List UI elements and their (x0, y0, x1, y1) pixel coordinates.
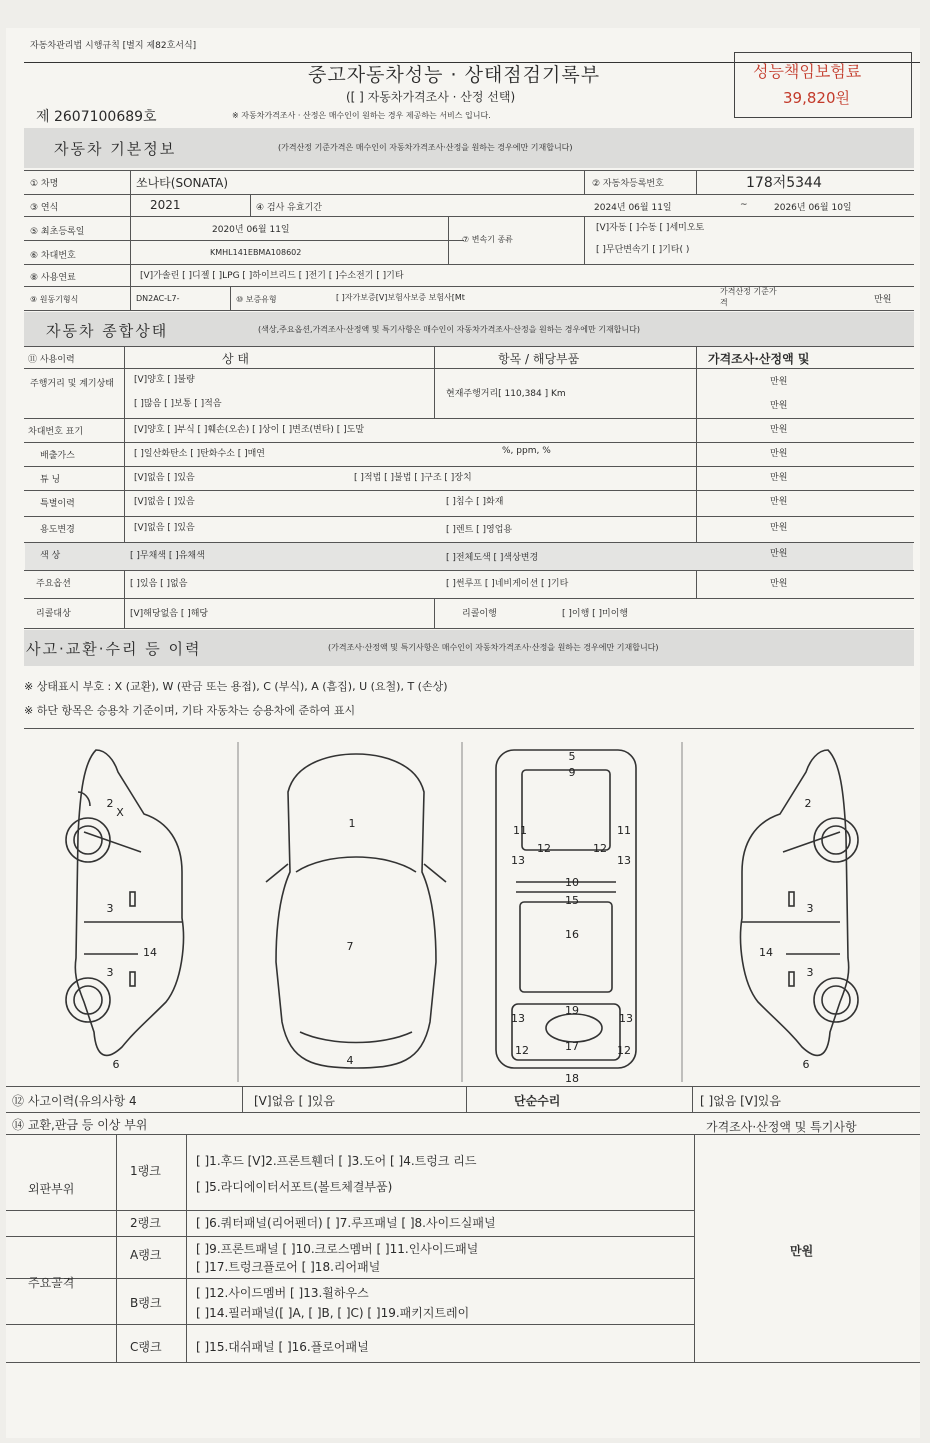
special-label: 특별이력 (40, 499, 75, 509)
option-price: 만원 (770, 579, 788, 589)
option-label: 주요옵션 (36, 579, 71, 589)
option-value: [ ]있음 [ ]없음 (130, 579, 188, 589)
vin: KMHL141EBMA108602 (210, 248, 302, 257)
col-price: 가격조사·산정액 및 (708, 352, 810, 366)
diagram-mark-frame-6: 13 (511, 854, 525, 867)
diagram-mark-frame-8: 10 (565, 876, 579, 889)
simple-repair-label: 단순수리 (514, 1094, 561, 1108)
diagram-mark-frame-1: 9 (568, 766, 576, 779)
col-usage: ⑪ 사용이력 (28, 355, 75, 365)
right-side-view (741, 750, 858, 1055)
diagram-mark-frame-14: 17 (565, 1040, 579, 1053)
inspect-to: 2026년 06월 10일 (774, 203, 852, 213)
exhaust-price: 만원 (770, 449, 788, 459)
mileage-label: 주행거리 및 계기상태 (30, 379, 114, 389)
col-item: 항목 / 해당부품 (498, 352, 580, 366)
left-side-view (66, 750, 183, 1055)
car-diagram (26, 732, 914, 1086)
basic-heading: 자동차 기본정보 (54, 140, 177, 158)
diagram-mark-frame-11: 19 (565, 1004, 579, 1017)
vin-mark-label: 차대번호 표기 (28, 427, 84, 437)
color-value: [ ]무채색 [ ]유채색 (130, 551, 205, 561)
insurance-box (734, 52, 912, 118)
base-price-label: 가격산정 기준가격 (720, 287, 777, 307)
diagram-mark-frame-3: 11 (617, 824, 631, 837)
rank-1-line-1: [ ]1.후드 [V]2.프론트휀더 [ ]3.도어 [ ]4.트렁크 리드 (196, 1154, 477, 1168)
mileage-value: 현재주행거리[ 110,384 ] Km (446, 389, 566, 399)
outer-label: 외판부위 (28, 1182, 75, 1196)
exhaust-value: [ ]일산화탄소 [ ]탄화수소 [ ]매연 (134, 449, 266, 459)
diagram-mark-side_right-3: 14 (759, 946, 773, 959)
purpose-price: 만원 (770, 523, 788, 533)
legend-line-2: ※ 하단 항목은 승용차 기준이며, 기타 자동차는 승용차에 준하여 표시 (24, 704, 356, 717)
overall-heading: 자동차 종합상태 (46, 322, 169, 340)
tuning-price: 만원 (770, 473, 788, 483)
diagram-mark-frame-17: 18 (565, 1072, 579, 1085)
vin-label: ⑥ 차대번호 (30, 251, 76, 261)
legend-line-1: ※ 상태표시 부호 : X (교환), W (판금 또는 용접), C (부식), A (흠집), U (요철), T (손상) (24, 680, 448, 693)
fuel-label: ⑧ 사용연료 (30, 273, 76, 283)
diagram-mark-frame-16: 12 (617, 1044, 631, 1057)
rank-c: C랭크 (130, 1340, 162, 1354)
mileage-price-1: 만원 (770, 377, 788, 387)
vin-mark-value: [V]양호 [ ]부식 [ ]훼손(오손) [ ]상이 [ ]변조(변타) [ ]도말 (134, 425, 365, 435)
diagram-mark-side_left-1: X (116, 806, 124, 819)
diagram-mark-frame-4: 12 (537, 842, 551, 855)
car-name-label: ① 차명 (30, 179, 59, 189)
diagram-mark-side_left-2: 3 (106, 902, 114, 915)
page-title: 중고자동차성능 · 상태점검기록부 (308, 64, 601, 86)
rank-b-line-2: [ ]14.필러패널([ ]A, [ ]B, [ ]C) [ ]19.패키지트레이 (196, 1306, 470, 1320)
rank-2: 2랭크 (130, 1216, 161, 1230)
diagram-mark-side_right-1: 3 (806, 902, 814, 915)
diagram-mark-frame-2: 11 (513, 824, 527, 837)
diagram-mark-top-1: 7 (346, 940, 354, 953)
rank-a: A랭크 (130, 1248, 162, 1262)
simple-repair-value: [ ]없음 [V]있음 (700, 1094, 781, 1108)
reg-no-label: ② 자동차등록번호 (592, 179, 664, 189)
tuning-items: [ ]적법 [ ]불법 [ ]구조 [ ]장치 (354, 473, 472, 483)
overall-note: (색상,주요옵션,가격조사·산정액 및 특기사항은 매수인이 자동차가격조사·산정을 원하는 경우에만 기재합니다) (258, 325, 640, 334)
rank-c-line-1: [ ]15.대쉬패널 [ ]16.플로어패널 (196, 1340, 369, 1354)
diagram-mark-top-0: 1 (348, 817, 356, 830)
warranty-options: [ ]자가보증[V]보험사보증 보험사[Mt (336, 293, 465, 302)
special-price: 만원 (770, 497, 788, 507)
trans-label: ⑦ 변속기 종류 (462, 235, 513, 244)
diagram-mark-frame-5: 12 (593, 842, 607, 855)
purpose-value: [V]없음 [ ]있음 (134, 523, 195, 533)
diagram-mark-side_right-0: 2 (804, 797, 812, 810)
rank-a-line-1: [ ]9.프론트패널 [ ]10.크로스멤버 [ ]11.인사이드패널 (196, 1242, 479, 1256)
rank-2-line-1: [ ]6.쿼터패널(리어펜더) [ ]7.루프패널 [ ]8.사이드실패널 (196, 1216, 496, 1230)
fuel-options: [V]가솔린 [ ]디젤 [ ]LPG [ ]하이브리드 [ ]전기 [ ]수소전기 [ ]기타 (140, 271, 404, 281)
first-reg: 2020년 06월 11일 (212, 225, 290, 235)
diagram-mark-frame-15: 12 (515, 1044, 529, 1057)
tuning-value: [V]없음 [ ]있음 (134, 473, 195, 483)
color-items: [ ]전체도색 [ ]색상변경 (446, 553, 539, 563)
car-name: 쏘나타(SONATA) (136, 176, 229, 190)
diagram-mark-side_left-4: 14 (143, 946, 157, 959)
diagram-mark-frame-9: 15 (565, 894, 579, 907)
record-number: 제 2607100689호 (36, 109, 157, 125)
exchange-price-label: 가격조사·산정액 및 특기사항 (706, 1120, 857, 1134)
rank-1: 1랭크 (130, 1164, 161, 1178)
diagram-mark-frame-13: 13 (619, 1012, 633, 1025)
first-reg-label: ⑤ 최초등록일 (30, 227, 85, 237)
service-note: ※ 자동차가격조사 · 산정은 매수인이 원하는 경우 제공하는 서비스 입니다. (232, 111, 491, 120)
diagram-mark-top-2: 4 (346, 1054, 354, 1067)
year: 2021 (150, 198, 181, 212)
history-label: ⑫ 사고이력(유의사항 4 (12, 1094, 137, 1108)
engine: DN2AC-L7- (136, 294, 180, 303)
warranty-label: ⑩ 보증유형 (236, 295, 277, 304)
special-value: [V]없음 [ ]있음 (134, 497, 195, 507)
diagram-mark-frame-10: 16 (565, 928, 579, 941)
mileage-row-1: [V]양호 [ ]불량 (134, 375, 195, 385)
basic-note: (가격산정 기준가격은 매수인이 자동차가격조사·산정을 원하는 경우에만 기재합니다) (278, 143, 573, 152)
rank-a-line-2: [ ]17.트렁크플로어 [ ]18.리어패널 (196, 1260, 381, 1274)
diagram-mark-frame-0: 5 (568, 750, 576, 763)
tuning-label: 튜 닝 (40, 475, 61, 485)
mileage-row-2: [ ]많음 [ ]보통 [ ]적음 (134, 399, 222, 409)
inspection-form (6, 28, 920, 1438)
inspect-from: 2024년 06월 11일 (594, 203, 672, 213)
diagram-mark-frame-7: 13 (617, 854, 631, 867)
accident-heading: 사고·교환·수리 등 이력 (26, 640, 202, 658)
diagram-mark-side_left-5: 6 (112, 1058, 120, 1071)
diagram-mark-side_left-0: 2 (106, 797, 114, 810)
exchange-label: ⑭ 교환,판금 등 이상 부위 (12, 1118, 148, 1132)
trans-options-1: [V]자동 [ ]수동 [ ]세미오토 (596, 223, 705, 233)
form-label: 자동차관리법 시행규칙 [별지 제82호서식] (30, 41, 197, 51)
purpose-label: 용도변경 (40, 525, 75, 535)
base-price-unit: 만원 (874, 295, 892, 305)
insurance-label: 성능책임보험료 (753, 62, 862, 81)
rank-b: B랭크 (130, 1296, 162, 1310)
color-price: 만원 (770, 549, 788, 559)
diagram-mark-frame-12: 13 (511, 1012, 525, 1025)
insurance-amount: 39,820원 (783, 89, 850, 107)
recall-item-label: 리콜이행 (462, 609, 497, 619)
history-value: [V]없음 [ ]있음 (254, 1094, 335, 1108)
year-label: ③ 연식 (30, 203, 59, 213)
engine-label: ⑨ 원동기형식 (30, 295, 79, 304)
rank-b-line-1: [ ]12.사이드멤버 [ ]13.휠하우스 (196, 1286, 369, 1300)
special-items: [ ]침수 [ ]화재 (446, 497, 504, 507)
exchange-price-unit: 만원 (790, 1244, 814, 1258)
exhaust-units: %, ppm, % (502, 446, 551, 456)
inspect-label: ④ 검사 유효기간 (256, 203, 322, 213)
rank-1-line-2: [ ]5.라디에이터서포트(볼트체결부품) (196, 1180, 393, 1194)
recall-label: 리콜대상 (36, 609, 71, 619)
diagram-mark-side_right-2: 3 (806, 966, 814, 979)
trans-options-2: [ ]무단변속기 [ ]기타( ) (596, 245, 690, 255)
diagram-mark-side_left-3: 3 (106, 966, 114, 979)
recall-item-value: [ ]이행 [ ]미이행 (562, 609, 629, 619)
recall-value: [V]해당없음 [ ]해당 (130, 609, 209, 619)
mileage-price-2: 만원 (770, 401, 788, 411)
exhaust-label: 배출가스 (40, 451, 75, 461)
reg-no: 178저5344 (746, 175, 822, 191)
purpose-items: [ ]렌트 [ ]영업용 (446, 525, 513, 535)
option-items: [ ]썬루프 [ ]네비게이션 [ ]기타 (446, 579, 569, 589)
vin-mark-price: 만원 (770, 425, 788, 435)
color-label: 색 상 (40, 551, 61, 561)
frame-label: 주요골격 (28, 1276, 75, 1290)
inspect-tilde: ~ (740, 200, 748, 210)
diagram-mark-side_right-4: 6 (802, 1058, 810, 1071)
page-subtitle: ([ ] 자동차가격조사 · 산정 선택) (346, 90, 516, 104)
accident-note: (가격조사·산정액 및 특기사항은 매수인이 자동차가격조사·산정을 원하는 경우에만 기재합니다) (328, 643, 659, 652)
top-view (266, 754, 446, 1068)
col-state: 상 태 (222, 352, 249, 366)
